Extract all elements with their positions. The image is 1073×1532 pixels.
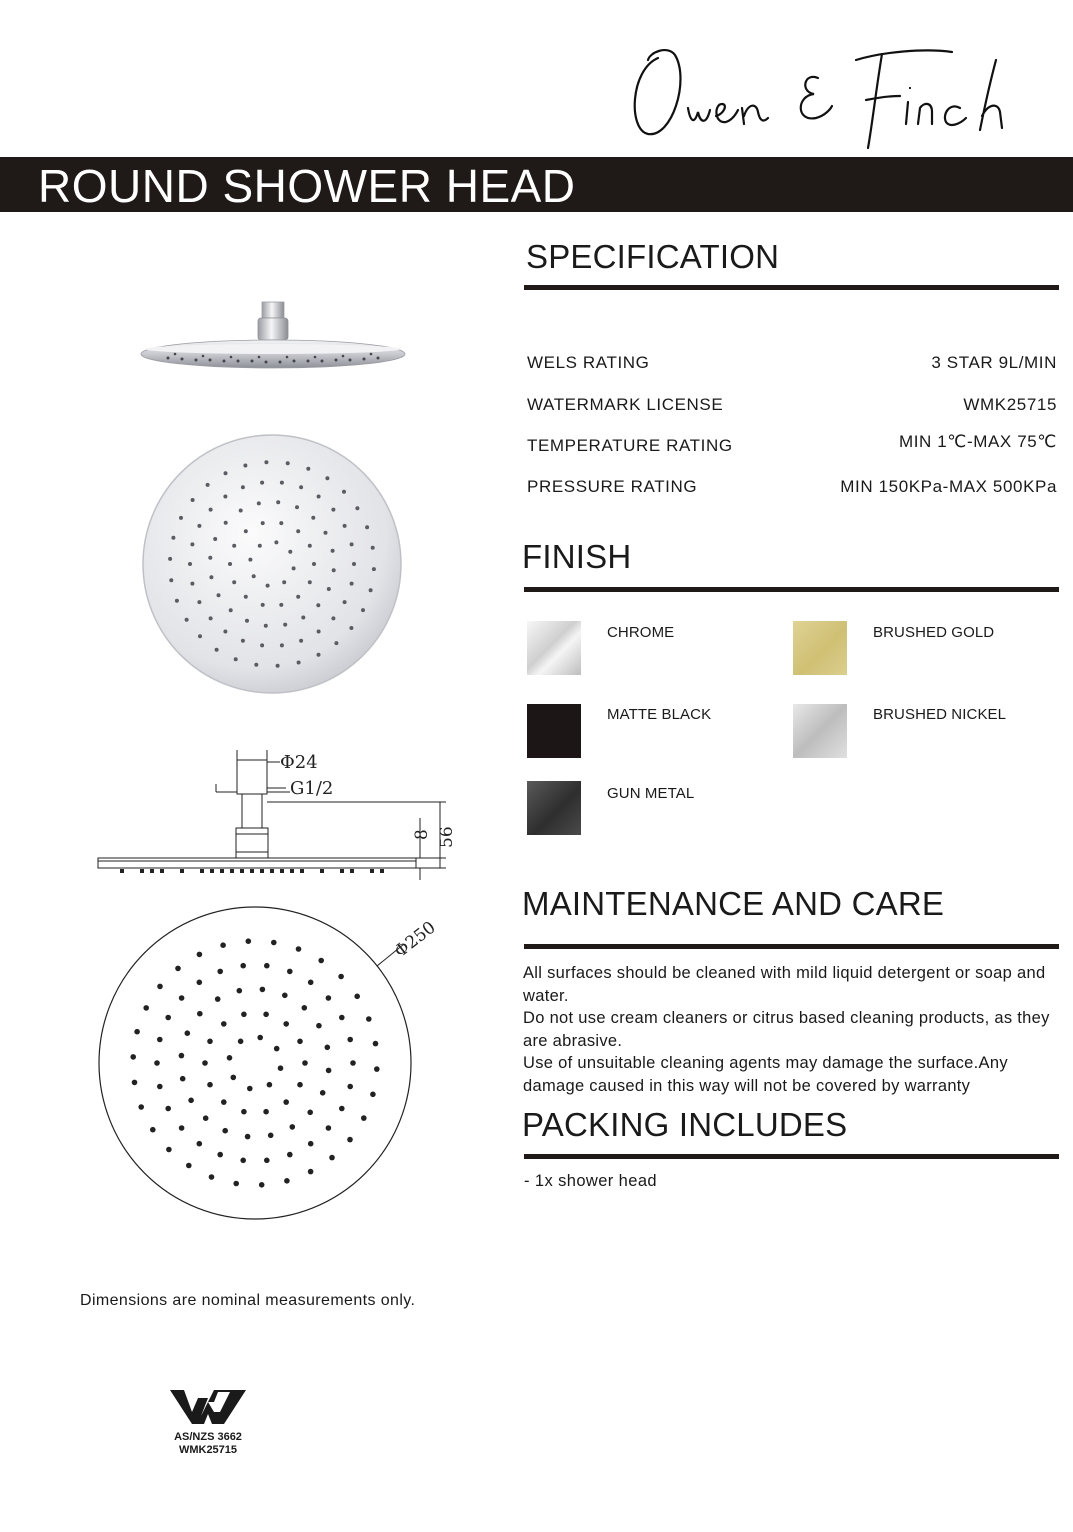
nozzle-dot (372, 567, 376, 571)
nozzle-dot (247, 1086, 253, 1092)
nozzle-dot (339, 1015, 345, 1021)
nozzle-dot (274, 540, 278, 544)
nozzle-dot (207, 1039, 213, 1045)
spec-value: 3 STAR 9L/MIN (931, 353, 1057, 372)
packing-heading: PACKING INCLUDES (522, 1106, 848, 1143)
watermark-text (160, 1431, 256, 1457)
nozzle-dot (241, 1012, 247, 1018)
nozzle-dot (257, 501, 261, 505)
nozzle-dot (157, 1084, 163, 1090)
nozzle-dot (301, 616, 305, 620)
dim-250-label: Φ250 (390, 917, 440, 962)
watermark-license: WMK25715 (178, 1444, 238, 1456)
spec-rule (524, 285, 1059, 290)
nozzle-dot (209, 616, 213, 620)
nozzle-dot (355, 506, 359, 510)
nozzle-dot (260, 481, 264, 485)
nozzle-dot (318, 958, 324, 964)
nozzle-dot (244, 529, 248, 533)
nozzle-dot (343, 524, 347, 528)
nozzle-dot (197, 524, 201, 528)
nozzle-dot (207, 1082, 213, 1088)
nozzle-dot (282, 993, 288, 999)
nozzle-dot (334, 641, 338, 645)
nozzle-dot (227, 1055, 233, 1061)
nozzle-dot (190, 582, 194, 586)
finish-heading: FINISH (522, 538, 632, 575)
nozzle-dot (240, 1158, 246, 1164)
nozzle-dot (215, 648, 219, 652)
nozzle-dot (361, 608, 365, 612)
nozzle-dot (179, 995, 185, 1001)
nozzle-dot (223, 495, 227, 499)
finish-label-brushed-gold: BRUSHED GOLD (873, 624, 995, 641)
nozzle-dot (288, 550, 292, 554)
nozzle-dot (299, 639, 303, 643)
nozzle-dot (215, 996, 221, 1002)
nozzle-dot (350, 542, 354, 546)
nozzle-dot (332, 568, 336, 572)
nozzle-dot (150, 1127, 156, 1133)
nozzle-dot (297, 661, 301, 665)
nozzle-dot (343, 600, 347, 604)
nozzle-dot (179, 516, 183, 520)
finish-label-gun-metal: GUN METAL (607, 785, 695, 802)
nozzle-dot (316, 603, 320, 607)
nozzle-dot (190, 542, 194, 546)
nozzle-dot (185, 618, 189, 622)
nozzle-dot (347, 1137, 353, 1143)
finish-label-matte-black: MATTE BLACK (607, 706, 712, 723)
nozzle-dot (180, 1076, 186, 1082)
nozzle-dot (361, 1115, 367, 1121)
nozzle-dot (239, 509, 243, 513)
nozzle-dot (258, 544, 262, 548)
nozzle-dot (263, 1109, 269, 1115)
technical-side-drawing (90, 748, 470, 888)
nozzle-dot (138, 1104, 144, 1110)
nozzle-dot (243, 464, 247, 468)
nozzle-dot (260, 643, 264, 647)
nozzle-dot (317, 653, 321, 657)
nozzle-dot (276, 500, 280, 504)
nozzle-dot (237, 988, 243, 994)
spec-heading: SPECIFICATION (526, 238, 780, 275)
nozzle-dot (209, 575, 213, 579)
nozzle-dot (154, 1060, 160, 1066)
nozzle-dot (326, 1125, 332, 1131)
nozzle-dot (329, 1155, 335, 1161)
nozzle-dot (197, 1141, 203, 1147)
nozzle-dot (264, 624, 268, 628)
nozzle-dot (373, 1041, 379, 1047)
nozzle-dot (366, 1016, 372, 1022)
nozzle-dot (317, 495, 321, 499)
nozzle-dot (339, 1106, 345, 1112)
nozzle-dot (198, 634, 202, 638)
nozzle-dot (282, 580, 286, 584)
nozzle-dot (197, 980, 203, 986)
nozzle-dot (169, 578, 173, 582)
nozzle-dot (369, 588, 373, 592)
nozzle-dot (279, 521, 283, 525)
nozzle-dot (297, 1039, 303, 1045)
nozzle-dot (245, 1134, 251, 1140)
finish-rule (524, 587, 1059, 592)
nozzle-dot (246, 938, 252, 944)
watermark-standard: AS/NZS 3662 (174, 1431, 242, 1443)
nozzle-dot (202, 1060, 208, 1066)
care-paragraph: Do not use cream cleaners or citrus based cleaning products, as they are abrasive. (523, 1009, 1050, 1050)
nozzle-dot (209, 508, 213, 512)
nozzle-dot (132, 1080, 138, 1086)
nozzle-dot (350, 582, 354, 586)
spec-value: MIN 150KPa-MAX 500KPa (840, 477, 1057, 496)
nozzle-dot (259, 1182, 265, 1188)
packing-item: - 1x shower head (524, 1172, 657, 1190)
nozzle-dot (299, 485, 303, 489)
nozzle-dot (354, 994, 360, 1000)
nozzle-dot (166, 1147, 172, 1153)
nozzle-dot (165, 1106, 171, 1112)
nozzle-dot (308, 544, 312, 548)
dim-thread-label: G1/2 (290, 778, 334, 799)
nozzle-dot (287, 969, 293, 975)
nozzle-dot (326, 1068, 332, 1074)
nozzle-dot (296, 595, 300, 599)
nozzle-dot (175, 599, 179, 603)
nozzle-dot (221, 1021, 227, 1027)
nozzle-dot (331, 616, 335, 620)
nozzle-dot (197, 600, 201, 604)
nozzle-dot (308, 580, 312, 584)
nozzle-dot (308, 1169, 314, 1175)
nozzle-dot (220, 942, 226, 948)
nozzle-dot (203, 1115, 209, 1121)
nozzle-dot (316, 1023, 322, 1029)
nozzle-dot (370, 1092, 376, 1098)
nozzle-dot (213, 537, 217, 541)
swatch-matte-black (527, 704, 581, 758)
nozzle-dot (257, 1035, 263, 1041)
nozzle-dot (296, 946, 302, 952)
nozzle-dot (238, 1039, 244, 1045)
nozzle-dot (302, 1060, 308, 1066)
nozzle-dot (171, 536, 175, 540)
nozzle-dot (232, 580, 236, 584)
nozzle-dot (274, 1046, 280, 1052)
nozzle-dot (217, 593, 221, 597)
nozzle-dot (308, 980, 314, 986)
nozzle-dot (221, 1099, 227, 1105)
spec-label: PRESSURE RATING (527, 477, 698, 496)
nozzle-dot (326, 995, 332, 1001)
nozzle-dot (283, 1021, 289, 1027)
nozzle-dot (331, 508, 335, 512)
nozzle-dot (254, 663, 258, 667)
spec-row-wels (527, 353, 1057, 377)
nozzle-dot (261, 603, 265, 607)
nozzle-dot (350, 1060, 356, 1066)
nozzle-dot (283, 623, 287, 627)
nozzle-dot (296, 529, 300, 533)
packing-rule (524, 1154, 1059, 1159)
nozzle-dot (208, 556, 212, 560)
nozzle-dot (325, 1045, 331, 1051)
nozzle-dot (306, 467, 310, 471)
nozzle-dot (245, 619, 249, 623)
nozzle-dot (317, 630, 321, 634)
nozzle-dot (165, 1015, 171, 1021)
nozzle-dot (283, 1099, 289, 1105)
swatch-chrome (527, 621, 581, 675)
nozzle-dot (222, 1128, 228, 1134)
nozzle-dot (374, 1066, 380, 1072)
nozzle-dot (312, 562, 316, 566)
nozzle-dot (188, 1098, 194, 1104)
nozzle-dot (264, 963, 270, 969)
nozzle-dot (130, 1054, 136, 1060)
nozzle-dot (295, 505, 299, 509)
nozzle-dot (280, 643, 284, 647)
title-band (0, 157, 1073, 212)
technical-face-drawing (90, 900, 460, 1220)
nozzle-dot (206, 483, 210, 487)
nozzle-dot (188, 562, 192, 566)
nozzle-dot (320, 1090, 326, 1096)
nozzle-dot (244, 595, 248, 599)
nozzle-dot (261, 521, 265, 525)
spec-label: WATERMARK LICENSE (527, 395, 724, 414)
maintenance-heading: MAINTENANCE AND CARE (522, 885, 945, 922)
nozzle-dot (268, 1133, 274, 1139)
nozzle-dot (331, 549, 335, 553)
nozzle-dot (284, 1178, 290, 1184)
swatch-brushed-nickel (793, 704, 847, 758)
nozzle-dot (252, 574, 256, 578)
nozzle-dot (175, 966, 181, 972)
nozzle-dot (342, 490, 346, 494)
product-face-photo (140, 432, 404, 696)
nozzle-dot (240, 963, 246, 969)
spec-value: WMK25715 (963, 395, 1057, 414)
nozzle-dot (229, 608, 233, 612)
nozzle-dot (179, 1053, 185, 1059)
spec-row-pressure (527, 477, 1057, 501)
nozzle-dot (217, 969, 223, 975)
finish-label-chrome: CHROME (607, 624, 675, 641)
nozzle-dot (197, 952, 203, 958)
nozzle-dot (308, 1141, 314, 1147)
nozzle-dot (297, 1082, 303, 1088)
spec-value: MIN 1℃-MAX 75℃ (898, 432, 1057, 451)
maintenance-rule (524, 944, 1059, 949)
nozzle-dot (371, 546, 375, 550)
nozzle-dot (191, 498, 195, 502)
nozzle-dot (223, 630, 227, 634)
nozzle-dot (352, 562, 356, 566)
nozzle-dot (325, 476, 329, 480)
nozzle-dot (307, 1110, 313, 1116)
nozzle-dot (234, 657, 238, 661)
finish-label-brushed-nickel: BRUSHED NICKEL (873, 706, 1007, 723)
nozzle-dot (278, 1065, 284, 1071)
nozzle-dot (287, 1152, 293, 1158)
nozzle-dot (233, 1181, 239, 1187)
nozzle-dot (197, 1011, 203, 1017)
nozzle-dot (260, 987, 266, 993)
nozzle-dot (327, 587, 331, 591)
nozzle-dot (217, 1152, 223, 1158)
nozzle-dot (263, 1012, 269, 1018)
nozzle-dot (241, 639, 245, 643)
maintenance-text (523, 962, 1063, 1098)
logo-text: Owen & Finch (620, 148, 627, 149)
spec-row-watermark (527, 395, 1057, 419)
nozzle-dot (248, 558, 252, 562)
nozzle-dot (228, 562, 232, 566)
nozzle-dot (267, 1082, 273, 1088)
nozzle-dot (347, 1084, 353, 1090)
brand-logo (620, 30, 1040, 150)
nozzle-dot (286, 461, 290, 465)
nozzle-dot (264, 1158, 270, 1164)
care-paragraph: Use of unsuitable cleaning agents may damage the surface.Any damage caused in this way will not be covered by warranty (523, 1054, 1008, 1095)
dim-24-label: Φ24 (280, 752, 318, 773)
nozzle-dot (186, 1163, 192, 1169)
spec-row-temperature (527, 432, 1057, 459)
nozzle-dot (157, 1037, 163, 1043)
nozzle-dot (224, 521, 228, 525)
spec-label: WELS RATING (527, 353, 650, 372)
dimensions-footnote: Dimensions are nominal measurements only. (80, 1292, 416, 1309)
watermark-logo (168, 1388, 248, 1426)
nozzle-dot (290, 1124, 296, 1130)
dim-8-label: 8 (412, 829, 432, 840)
nozzle-dot (232, 544, 236, 548)
nozzle-dot (224, 471, 228, 475)
nozzle-dot (185, 1030, 191, 1036)
nozzle-dot (266, 584, 270, 588)
nozzle-dot (157, 984, 163, 990)
product-side-photo (138, 296, 410, 380)
nozzle-dot (264, 460, 268, 464)
nozzle-dot (241, 485, 245, 489)
nozzle-dot (276, 664, 280, 668)
nozzle-dot (280, 481, 284, 485)
nozzle-dot (349, 626, 353, 630)
nozzle-dot (179, 1125, 185, 1131)
nozzle-dot (143, 1005, 149, 1011)
nozzle-dot (231, 1075, 237, 1081)
nozzle-dot (209, 1174, 215, 1180)
dim-56-label: 56 (437, 826, 457, 848)
nozzle-dot (347, 1037, 353, 1043)
nozzle-dot (279, 603, 283, 607)
nozzle-dot (338, 974, 344, 980)
swatch-brushed-gold (793, 621, 847, 675)
care-paragraph: All surfaces should be cleaned with mild liquid detergent or soap and water. (523, 964, 1046, 1005)
nozzle-dot (168, 557, 172, 561)
swatch-gun-metal (527, 781, 581, 835)
nozzle-dot (365, 525, 369, 529)
nozzle-dot (271, 940, 277, 946)
nozzle-dot (134, 1029, 140, 1035)
nozzle-dot (292, 566, 296, 570)
nozzle-dot (311, 516, 315, 520)
nozzle-dot (241, 1109, 247, 1115)
spec-label: TEMPERATURE RATING (527, 436, 733, 455)
nozzle-dot (324, 531, 328, 535)
page-title: ROUND SHOWER HEAD (38, 160, 576, 212)
nozzle-dot (302, 1005, 308, 1011)
